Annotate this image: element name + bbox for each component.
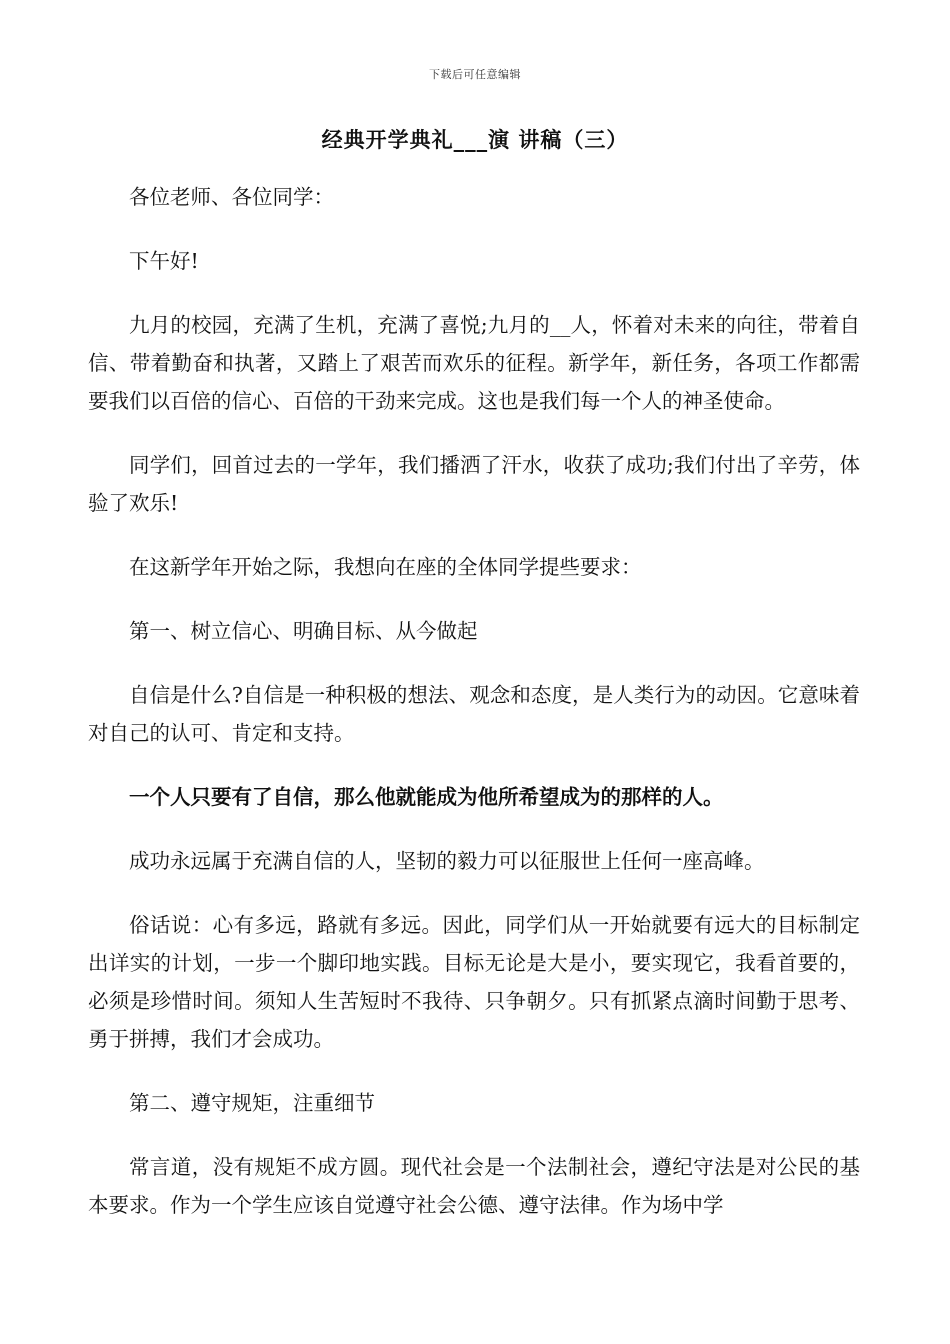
paragraph-proverb: 俗话说：心有多远，路就有多远。因此，同学们从一开始就要有远大的目标制定出详实的计划，一步一个脚印地实践。目标无论是大是小，要实现它，我看首要的，必须是珍惜时间。须知人生苦短时不我待、只争朝夕。只有抓紧点滴时间勤于思考、勇于拼搏，我们才会成功。 — [88, 913, 860, 1051]
paragraph-review: 同学们，回首过去的一学年，我们播洒了汗水，收获了成功;我们付出了辛劳，体验了欢乐! — [88, 453, 860, 515]
paragraph-september: 九月的校园，充满了生机，充满了喜悦;九月的__人，怀着对未来的向往，带着自信、带着勤奋和执著，又踏上了艰苦而欢乐的征程。新学年，新任务，各项工作都需要我们以百倍的信心、百倍的干劲来完成。这也是我们每一个人的神圣使命。 — [88, 313, 860, 413]
paragraph-bold-quote: 一个人只要有了自信，那么他就能成为他所希望成为的那样的人。 — [129, 785, 724, 809]
heading-second-point: 第二、遵守规矩，注重细节 — [129, 1091, 375, 1115]
paragraph-requirements-intro: 在这新学年开始之际，我想向在座的全体同学提些要求： — [129, 555, 642, 579]
paragraph-confidence: 自信是什么?自信是一种积极的想法、观念和态度，是人类行为的动因。它意味着对自己的认可、肯定和支持。 — [88, 683, 860, 745]
heading-first-point: 第一、树立信心、明确目标、从今做起 — [129, 619, 478, 643]
paragraph-rules: 常言道，没有规矩不成方圆。现代社会是一个法制社会，遵纪守法是对公民的基本要求。作为一个学生应该自觉遵守社会公德、遵守法律。作为场中学 — [88, 1155, 860, 1217]
header-note: 下载后可任意编辑 — [429, 68, 521, 81]
paragraph-success: 成功永远属于充满自信的人，坚韧的毅力可以征服世上任何一座高峰。 — [129, 849, 765, 873]
paragraph-greeting: 下午好! — [129, 249, 199, 273]
document-body — [88, 178, 860, 1250]
paragraph-salutation: 各位老师、各位同学： — [129, 185, 334, 209]
document-title: 经典开学典礼___演 讲稿（三） — [321, 127, 629, 152]
